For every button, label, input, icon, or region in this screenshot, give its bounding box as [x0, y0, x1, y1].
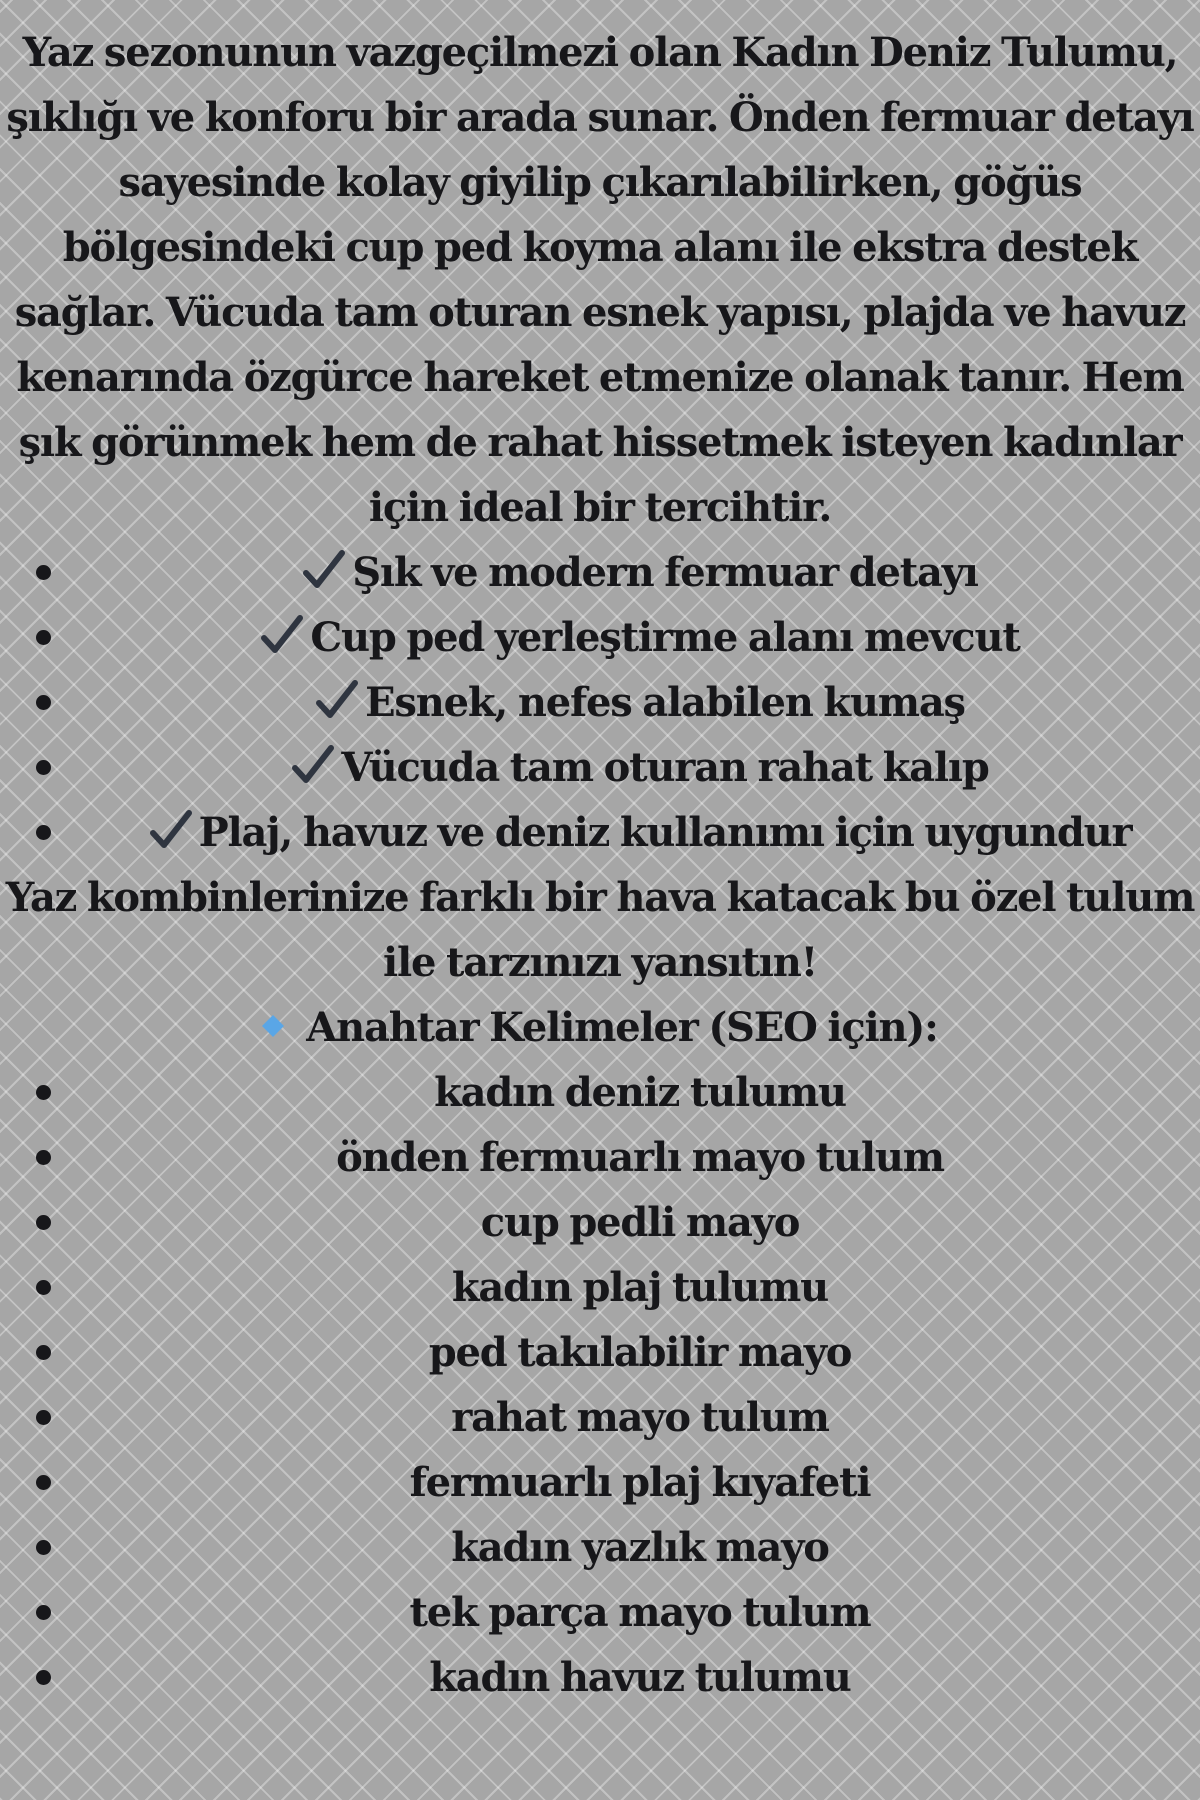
blue-diamond-icon — [262, 1015, 284, 1037]
keyword-text: kadın deniz tulumu — [434, 1069, 846, 1116]
keyword-text: tek parça mayo tulum — [409, 1589, 871, 1636]
list-item — [0, 1255, 1200, 1320]
keyword-text: kadın plaj tulumu — [451, 1264, 829, 1311]
feature-text: Vücuda tam oturan rahat kalıp — [341, 744, 989, 791]
bullet-icon — [36, 1150, 51, 1165]
list-item — [0, 1125, 1200, 1190]
list-item — [0, 1320, 1200, 1385]
keywords-heading — [0, 995, 1200, 1060]
bullet-icon — [36, 760, 51, 775]
check-icon — [291, 743, 335, 787]
feature-text: Cup ped yerleştirme alanı mevcut — [310, 614, 1020, 661]
keyword-text: kadın havuz tulumu — [429, 1654, 851, 1701]
check-icon — [149, 808, 193, 852]
list-item — [0, 1385, 1200, 1450]
description-card — [0, 20, 1200, 1710]
list-item — [0, 800, 1200, 865]
bullet-icon — [36, 1670, 51, 1685]
keyword-text: rahat mayo tulum — [451, 1394, 829, 1441]
list-item — [0, 735, 1200, 800]
bullet-icon — [36, 630, 51, 645]
intro-paragraph: Yaz sezonunun vazgeçilmezi olan Kadın Deniz Tulumu, şıklığı ve konforu bir arada sunar. Önden fermuar detayı sayesinde kolay giyilip çıkarılabilirken, göğüs bölgesindeki cup ped koyma alanı ile ekstra destek sağlar. Vücuda tam oturan esnek yapısı, plajda ve havuz kenarında özgürce hareket etmenize olanak tanır. Hem şık görünmek hem de rahat hissetmek isteyen kadınlar için ideal bir tercihtir. — [6, 29, 1194, 531]
bullet-icon — [36, 695, 51, 710]
keywords-list — [0, 1060, 1200, 1710]
list-item — [0, 540, 1200, 605]
bullet-icon — [36, 1280, 51, 1295]
bullet-icon — [36, 1215, 51, 1230]
bullet-icon — [36, 1410, 51, 1425]
feature-text: Şık ve modern fermuar detayı — [352, 549, 978, 596]
feature-text: Esnek, nefes alabilen kumaş — [365, 679, 965, 726]
bullet-icon — [36, 825, 51, 840]
keyword-text: cup pedli mayo — [480, 1199, 800, 1246]
list-item — [0, 1450, 1200, 1515]
bullet-icon — [36, 1085, 51, 1100]
bullet-icon — [36, 565, 51, 580]
keyword-text: önden fermuarlı mayo tulum — [336, 1134, 944, 1181]
list-item — [0, 1060, 1200, 1125]
list-item — [0, 1515, 1200, 1580]
list-item — [0, 1580, 1200, 1645]
feature-text: Plaj, havuz ve deniz kullanımı için uygundur — [198, 809, 1132, 856]
check-icon — [315, 678, 359, 722]
list-item — [0, 1190, 1200, 1255]
bullet-icon — [36, 1475, 51, 1490]
keyword-text: ped takılabilir mayo — [428, 1329, 852, 1376]
check-icon — [260, 613, 304, 657]
bullet-icon — [36, 1605, 51, 1620]
keyword-text: fermuarlı plaj kıyafeti — [409, 1459, 871, 1506]
keyword-text: kadın yazlık mayo — [451, 1524, 829, 1571]
bullet-icon — [36, 1540, 51, 1555]
bullet-icon — [36, 1345, 51, 1360]
closing-paragraph: Yaz kombinlerinize farklı bir hava katacak bu özel tulum ile tarzınızı yansıtın! — [5, 874, 1195, 986]
list-item — [0, 1645, 1200, 1710]
keywords-heading-text: Anahtar Kelimeler (SEO için): — [306, 1004, 938, 1051]
list-item — [0, 670, 1200, 735]
list-item — [0, 605, 1200, 670]
check-icon — [302, 548, 346, 592]
features-list — [0, 540, 1200, 865]
